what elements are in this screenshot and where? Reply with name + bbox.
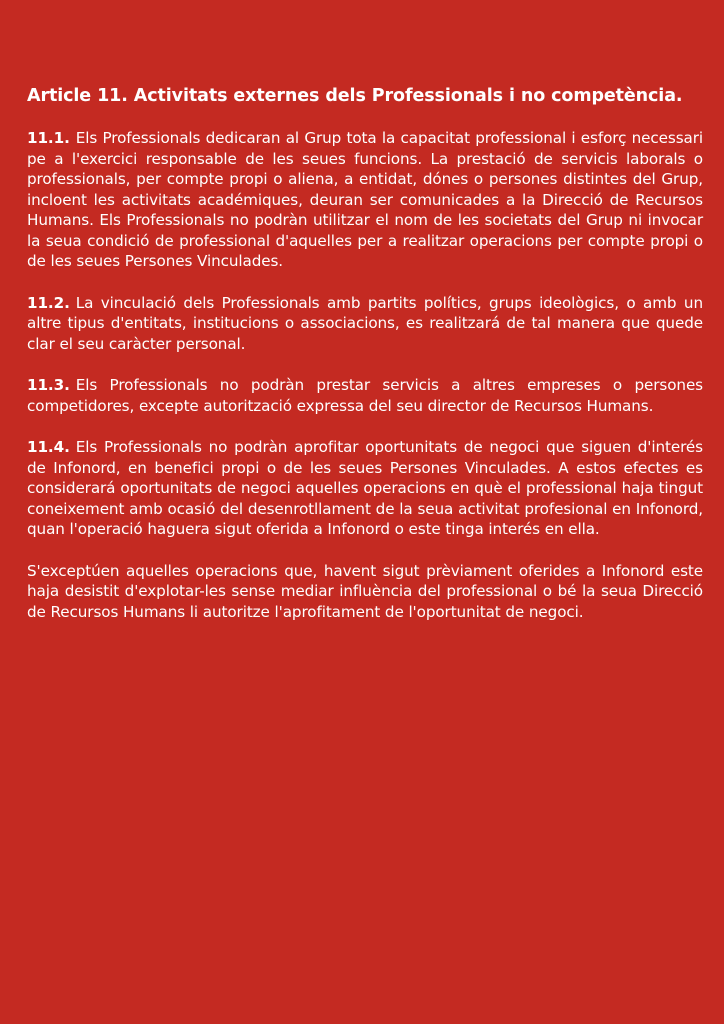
section-11-1 [27, 128, 703, 272]
section-number: 11.1. [27, 129, 70, 147]
section-11-3 [27, 375, 703, 416]
section-11-4 [27, 437, 703, 540]
section-text: La vinculació dels Professionals amb partits polítics, grups ideològics, o amb un altre tipus d'entitats, institucions o associacions, es realitzará de tal manera que quede clar el seu caràcter personal. [27, 293, 703, 353]
section-text: Els Professionals no podràn prestar servicis a altres empreses o persones competidores, excepte autorització expressa del seu director de Recursos Humans. [27, 376, 703, 415]
section-text: Els Professionals dedicaran al Grup tota la capacitat professional i esforç necessari pe a l'exercici responsable de les seues funcions. La prestació de servicis laborals o professionals, per compte propi o aliena, a entidat, dónes o persones distintes del Grup, incloent les activitats académiques, deuran ser comunicades a la Direcció de Recursos Humans. Els Professionals no podràn utilitzar el nom de les societats del Grup ni invocar la seua condició de professional d'aquelles per a realitzar operacions per compte propi o de les seues Persones Vinculades. [27, 129, 703, 270]
closing-paragraph: S'exceptúen aquelles operacions que, havent sigut prèviament oferides a Infonord este haja desistit d'explotar-les sense mediar influència del professional o bé la seua Direcció de Recursos Humans li autoritze l'aprofitament de l'oportunitat de negoci. [27, 561, 703, 621]
section-number: 11.4. [27, 438, 70, 456]
section-text: Els Professionals no podràn aprofitar oportunitats de negoci que siguen d'interés de Infonord, en benefici propi o de les seues Persones Vinculades. A estos efectes es considerará oportunitats de negoci aquelles operacions en què el professional haja tingut coneixement amb ocasió del desenrotllament de la seua activitat profesional en Infonord, quan l'operació haguera sigut oferida a Infonord o este tinga interés en ella. [27, 438, 703, 538]
document-page [27, 84, 703, 643]
section-number: 11.3. [27, 376, 70, 394]
article-title: Article 11. Activitats externes dels Professionals i no competència. [27, 86, 683, 106]
section-number: 11.2. [27, 293, 70, 312]
section-11-2 [27, 293, 703, 355]
